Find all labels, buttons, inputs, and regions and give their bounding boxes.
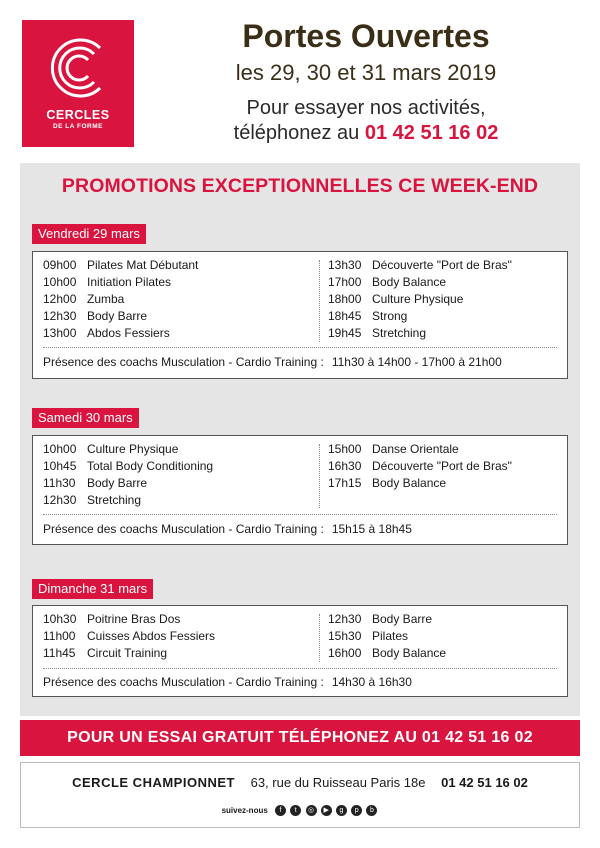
schedule-row xyxy=(328,257,512,274)
coach-label: Présence des coachs Musculation - Cardio Training : xyxy=(43,675,324,689)
coach-hours: 14h30 à 16h30 xyxy=(331,675,412,689)
schedule-row xyxy=(328,274,512,291)
phone-line xyxy=(156,122,576,145)
coach-divider xyxy=(43,347,557,348)
coach-presence xyxy=(43,355,502,369)
schedule-row xyxy=(43,645,215,662)
coach-presence xyxy=(43,675,412,689)
time: 18h45 xyxy=(328,309,362,323)
schedule-row xyxy=(328,308,512,325)
schedule-row xyxy=(43,257,198,274)
time: 10h00 xyxy=(43,275,77,289)
instagram-icon[interactable]: ◎ xyxy=(306,805,317,816)
activity: Culture Physique xyxy=(372,292,464,306)
column-divider xyxy=(319,260,320,342)
time: 12h30 xyxy=(328,612,362,626)
schedule-row xyxy=(328,611,446,628)
social-links xyxy=(21,805,579,816)
schedule-left-column xyxy=(43,611,215,662)
time: 16h30 xyxy=(328,459,362,473)
schedule-row xyxy=(328,458,512,475)
time: 19h45 xyxy=(328,326,362,340)
activity: Body Barre xyxy=(87,309,148,323)
brand-logo xyxy=(22,20,134,147)
activity: Culture Physique xyxy=(87,442,179,456)
time: 15h00 xyxy=(328,442,362,456)
schedule-panel xyxy=(20,163,580,716)
activity: Initiation Pilates xyxy=(87,275,172,289)
brand-subtitle: DE LA FORME xyxy=(52,123,104,130)
time: 10h30 xyxy=(43,612,77,626)
brand-name: CERCLES xyxy=(46,108,110,122)
activity: Body Barre xyxy=(87,476,148,490)
schedule-row xyxy=(43,611,215,628)
column-divider xyxy=(319,614,320,662)
activity: Body Barre xyxy=(372,612,433,626)
page-title: Portes Ouvertes xyxy=(242,18,490,54)
activity: Zumba xyxy=(87,292,125,306)
time: 16h00 xyxy=(328,646,362,660)
coach-label: Présence des coachs Musculation - Cardio Training : xyxy=(43,522,324,536)
schedule-row xyxy=(328,645,446,662)
activity: Pilates Mat Débutant xyxy=(87,258,199,272)
twitter-icon[interactable]: t xyxy=(290,805,301,816)
schedule-left-column xyxy=(43,441,213,509)
day-label-sunday: Dimanche 31 mars xyxy=(32,579,153,599)
time: 10h45 xyxy=(43,459,77,473)
youtube-icon[interactable]: ▶ xyxy=(321,805,332,816)
activity: Découverte "Port de Bras" xyxy=(372,258,512,272)
coach-label: Présence des coachs Musculation - Cardio Training : xyxy=(43,355,324,369)
schedule-row xyxy=(43,475,213,492)
schedule-left-column xyxy=(43,257,198,342)
coach-divider xyxy=(43,668,557,669)
schedule-row xyxy=(43,441,213,458)
cercles-c-icon xyxy=(48,34,108,102)
activity: Pilates xyxy=(372,629,409,643)
activity: Cuisses Abdos Fessiers xyxy=(87,629,216,643)
footer xyxy=(20,762,580,828)
blog-icon[interactable]: b xyxy=(366,805,377,816)
follow-label: suivez-nous xyxy=(221,806,268,815)
schedule-row xyxy=(328,628,446,645)
schedule-row xyxy=(328,325,512,342)
footer-phone[interactable]: 01 42 51 16 02 xyxy=(441,775,528,790)
activity: Strong xyxy=(372,309,408,323)
event-dates: les 29, 30 et 31 mars 2019 xyxy=(235,60,497,85)
schedule-right-column xyxy=(328,611,446,662)
time: 11h45 xyxy=(43,646,76,660)
coach-hours: 11h30 à 14h00 - 17h00 à 21h00 xyxy=(331,355,502,369)
schedule-row xyxy=(43,325,198,342)
activity: Poitrine Bras Dos xyxy=(87,612,181,626)
schedule-box-sunday xyxy=(32,605,568,697)
activity: Découverte "Port de Bras" xyxy=(372,459,512,473)
day-label-saturday: Samedi 30 mars xyxy=(32,408,139,428)
activity: Abdos Fessiers xyxy=(87,326,170,340)
schedule-row xyxy=(328,441,512,458)
activity: Stretching xyxy=(372,326,427,340)
schedule-right-column xyxy=(328,441,512,492)
time: 10h00 xyxy=(43,442,77,456)
schedule-row xyxy=(43,274,198,291)
coach-presence xyxy=(43,522,412,536)
activity: Body Balance xyxy=(372,275,447,289)
club-address: 63, rue du Ruisseau Paris 18e xyxy=(250,775,426,790)
time: 15h30 xyxy=(328,629,362,643)
invite-line: Pour essayer nos activités, xyxy=(246,97,486,119)
schedule-row xyxy=(43,628,215,645)
facebook-icon[interactable]: f xyxy=(275,805,286,816)
club-address-line xyxy=(21,775,579,790)
time: 12h30 xyxy=(43,309,77,323)
coach-hours: 15h15 à 18h45 xyxy=(331,522,412,536)
time: 13h00 xyxy=(43,326,77,340)
schedule-right-column xyxy=(328,257,512,342)
phone-line-prefix: téléphonez au xyxy=(233,122,360,144)
time: 09h00 xyxy=(43,258,77,272)
schedule-row xyxy=(328,475,512,492)
google-plus-icon[interactable]: g xyxy=(336,805,347,816)
activity: Body Balance xyxy=(372,646,447,660)
schedule-box-saturday xyxy=(32,435,568,545)
time: 13h30 xyxy=(328,258,362,272)
schedule-row xyxy=(43,291,198,308)
time: 17h15 xyxy=(328,476,362,490)
schedule-row xyxy=(328,291,512,308)
promo-title: PROMOTIONS EXCEPTIONNELLES CE WEEK-END xyxy=(61,175,539,197)
free-trial-banner[interactable]: POUR UN ESSAI GRATUIT TÉLÉPHONEZ AU 01 42 51 16 02 xyxy=(20,720,580,756)
activity: Body Balance xyxy=(372,476,447,490)
day-label-friday: Vendredi 29 mars xyxy=(32,224,146,244)
time: 11h30 xyxy=(43,476,76,490)
activity: Stretching xyxy=(87,493,142,507)
time: 12h00 xyxy=(43,292,77,306)
activity: Circuit Training xyxy=(87,646,168,660)
activity: Total Body Conditioning xyxy=(87,459,214,473)
schedule-box-friday xyxy=(32,251,568,379)
pinterest-icon[interactable]: p xyxy=(351,805,362,816)
column-divider xyxy=(319,444,320,508)
club-name: CERCLE CHAMPIONNET xyxy=(72,775,235,790)
coach-divider xyxy=(43,514,557,515)
time: 18h00 xyxy=(328,292,362,306)
time: 11h00 xyxy=(43,629,76,643)
activity: Danse Orientale xyxy=(372,442,459,456)
schedule-row xyxy=(43,492,213,509)
time: 12h30 xyxy=(43,493,77,507)
header-phone[interactable]: 01 42 51 16 02 xyxy=(364,122,499,144)
schedule-row xyxy=(43,308,198,325)
schedule-row xyxy=(43,458,213,475)
time: 17h00 xyxy=(328,275,362,289)
